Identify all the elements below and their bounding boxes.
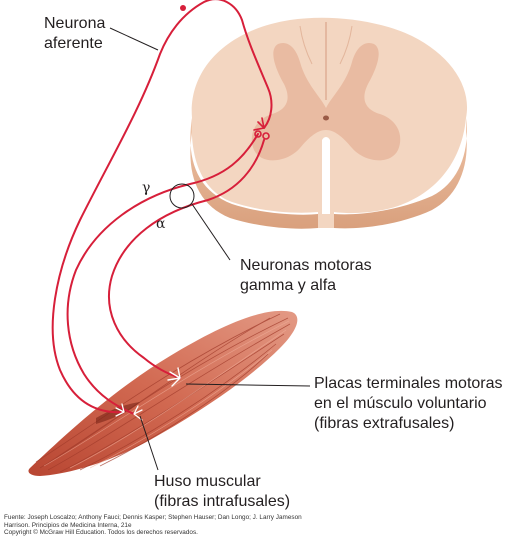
- label-afferent-line1: Neurona: [44, 15, 106, 32]
- label-afferent-neuron: [44, 14, 105, 54]
- label-plates-line3: (fibras extrafusales): [314, 415, 455, 432]
- label-muscle-spindle: [154, 472, 290, 512]
- label-motor-line1: Neuronas motoras: [240, 257, 372, 274]
- credit-line2: Harrison. Principios de Medicina Interna, 21e: [4, 521, 132, 529]
- label-gamma: γ: [142, 180, 151, 196]
- spinal-cord: [190, 18, 467, 229]
- label-motor-neurons: [240, 256, 372, 296]
- label-motor-end-plates: [314, 374, 503, 434]
- label-spindle-line2: (fibras intrafusales): [154, 493, 291, 510]
- motor-neuron-circle: [170, 184, 194, 208]
- central-canal: [323, 116, 329, 121]
- label-alpha: α: [156, 216, 166, 232]
- afferent-cell-body: [180, 5, 186, 11]
- credit-line3: Copyright © McGraw Hill Education. Todos los derechos reservados.: [4, 529, 198, 537]
- ventral-fissure: [322, 137, 330, 214]
- callout-afferent: [110, 28, 158, 50]
- label-afferent-line2: aferente: [44, 35, 103, 52]
- label-plates-line2: en el músculo voluntario: [314, 395, 487, 412]
- label-plates-line1: Placas terminales motoras: [314, 375, 503, 392]
- credit-line1: Fuente: Joseph Loscalzo; Anthony Fauci; Dennis Kasper; Stephen Hauser; Dan Longo; J. Larry Jameson: [4, 514, 302, 521]
- label-spindle-line1: Huso muscular: [154, 473, 261, 490]
- label-motor-line2: gamma y alfa: [240, 277, 337, 294]
- credit-block: [4, 514, 302, 537]
